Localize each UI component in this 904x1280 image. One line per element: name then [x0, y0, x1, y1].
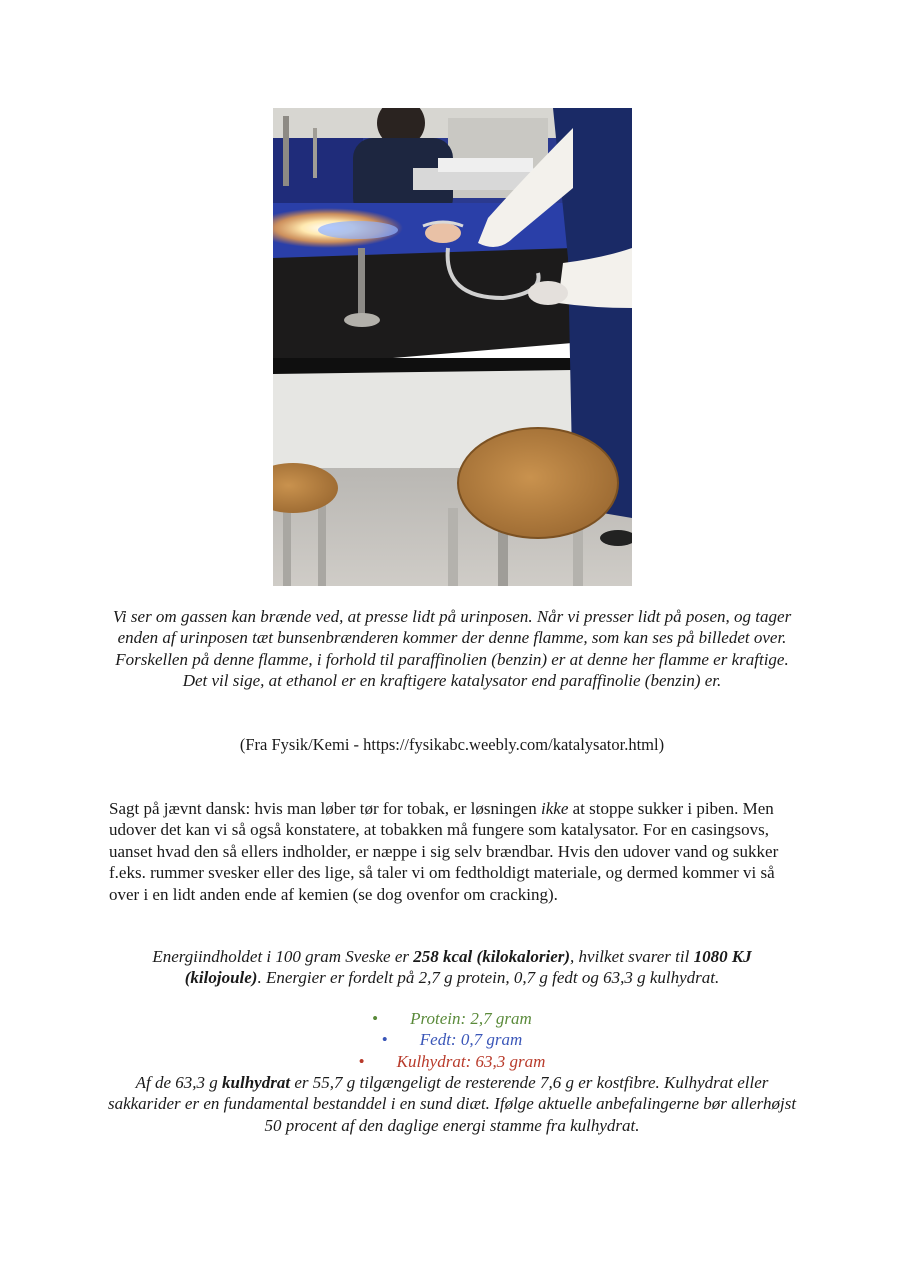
energy-kj: 1080 KJ (kilojoule) [184, 947, 752, 988]
source-citation: (Fra Fysik/Kemi - https://fysikabc.weebly.com/katalysator.html) [239, 735, 665, 754]
bunsen-burner-image [273, 108, 632, 586]
photo-caption: Vi ser om gassen kan brænde ved, at presse lidt på urinposen. Når vi presser lidt på posen, og tager enden af urinposen tæt bunsenbrænderen kommer der denne flamme, som kan ses på billedet over. Forskellen på denne flamme, i forhold til paraffinolien (benzin) er at denne her flamme er kraftige. Det vil sige, at ethanol er en kraftigere katalysator end paraffinolie (benzin) er. [112, 607, 792, 691]
experiment-photo [273, 108, 632, 586]
paragraph-text-2: at stoppe sukker i piben. Men udover det kan vi så også konstatere, at tobakken må fungere som katalysator. For en casingsovs, uanset hvad den så ellers indholder, er næppe i sig selv brændbar. Hvis den udover vand og sukker f.eks. rummer svesker eller des lige, så taler vi om fedtholdigt materiale, og dermed kommer vi så over i en lidt anden ende af kemien (se dog ovenfor om cracking). [109, 799, 779, 904]
nutrient-list [100, 1008, 804, 1072]
nutrient-label-fat: Fedt: 0,7 gram [419, 1030, 523, 1050]
nutrient-label-carbohydrate: Kulhydrat: 63,3 gram [396, 1051, 546, 1071]
bullet-icon: • [372, 1009, 379, 1028]
list-item-protein [100, 1008, 804, 1029]
bullet-icon: • [381, 1030, 388, 1050]
paragraph-emphasis: ikke [541, 799, 569, 818]
energy-content-text [112, 946, 792, 989]
body-paragraph [109, 798, 799, 905]
list-item-fat [100, 1029, 804, 1050]
list-item-carbohydrate [100, 1051, 804, 1072]
carb-text-2: er 55,7 g tilgængeligt de resterende 7,6 g er kostfibre. Kulhydrat eller sakkarider er en fundamental bestanddel i en sund diæt. Ifølge aktuelle anbefalingerne bør allerhøjst 50 procent af den daglige energi stamme fra kulhydrat. [107, 1073, 797, 1135]
paragraph-text-1: Sagt på jævnt dansk: hvis man løber tør for tobak, er løsningen [109, 799, 542, 818]
energy-text-2: , hvilket svarer til [570, 947, 694, 966]
bullet-icon: • [358, 1051, 365, 1071]
nutrient-label-protein: Protein: 2,7 gram [410, 1009, 532, 1028]
carb-text-1: Af de 63,3 g [135, 1073, 223, 1092]
carbohydrate-paragraph [104, 1072, 800, 1136]
energy-text-3: . Energier er fordelt på 2,7 g protein, 0,7 g fedt og 63,3 g kulhydrat. [257, 968, 720, 988]
carb-bold: kulhydrat [222, 1073, 291, 1092]
energy-text-1: Energiindholdet i 100 gram Sveske er [152, 947, 414, 966]
energy-kcal: 258 kcal (kilokalorier) [413, 947, 571, 966]
